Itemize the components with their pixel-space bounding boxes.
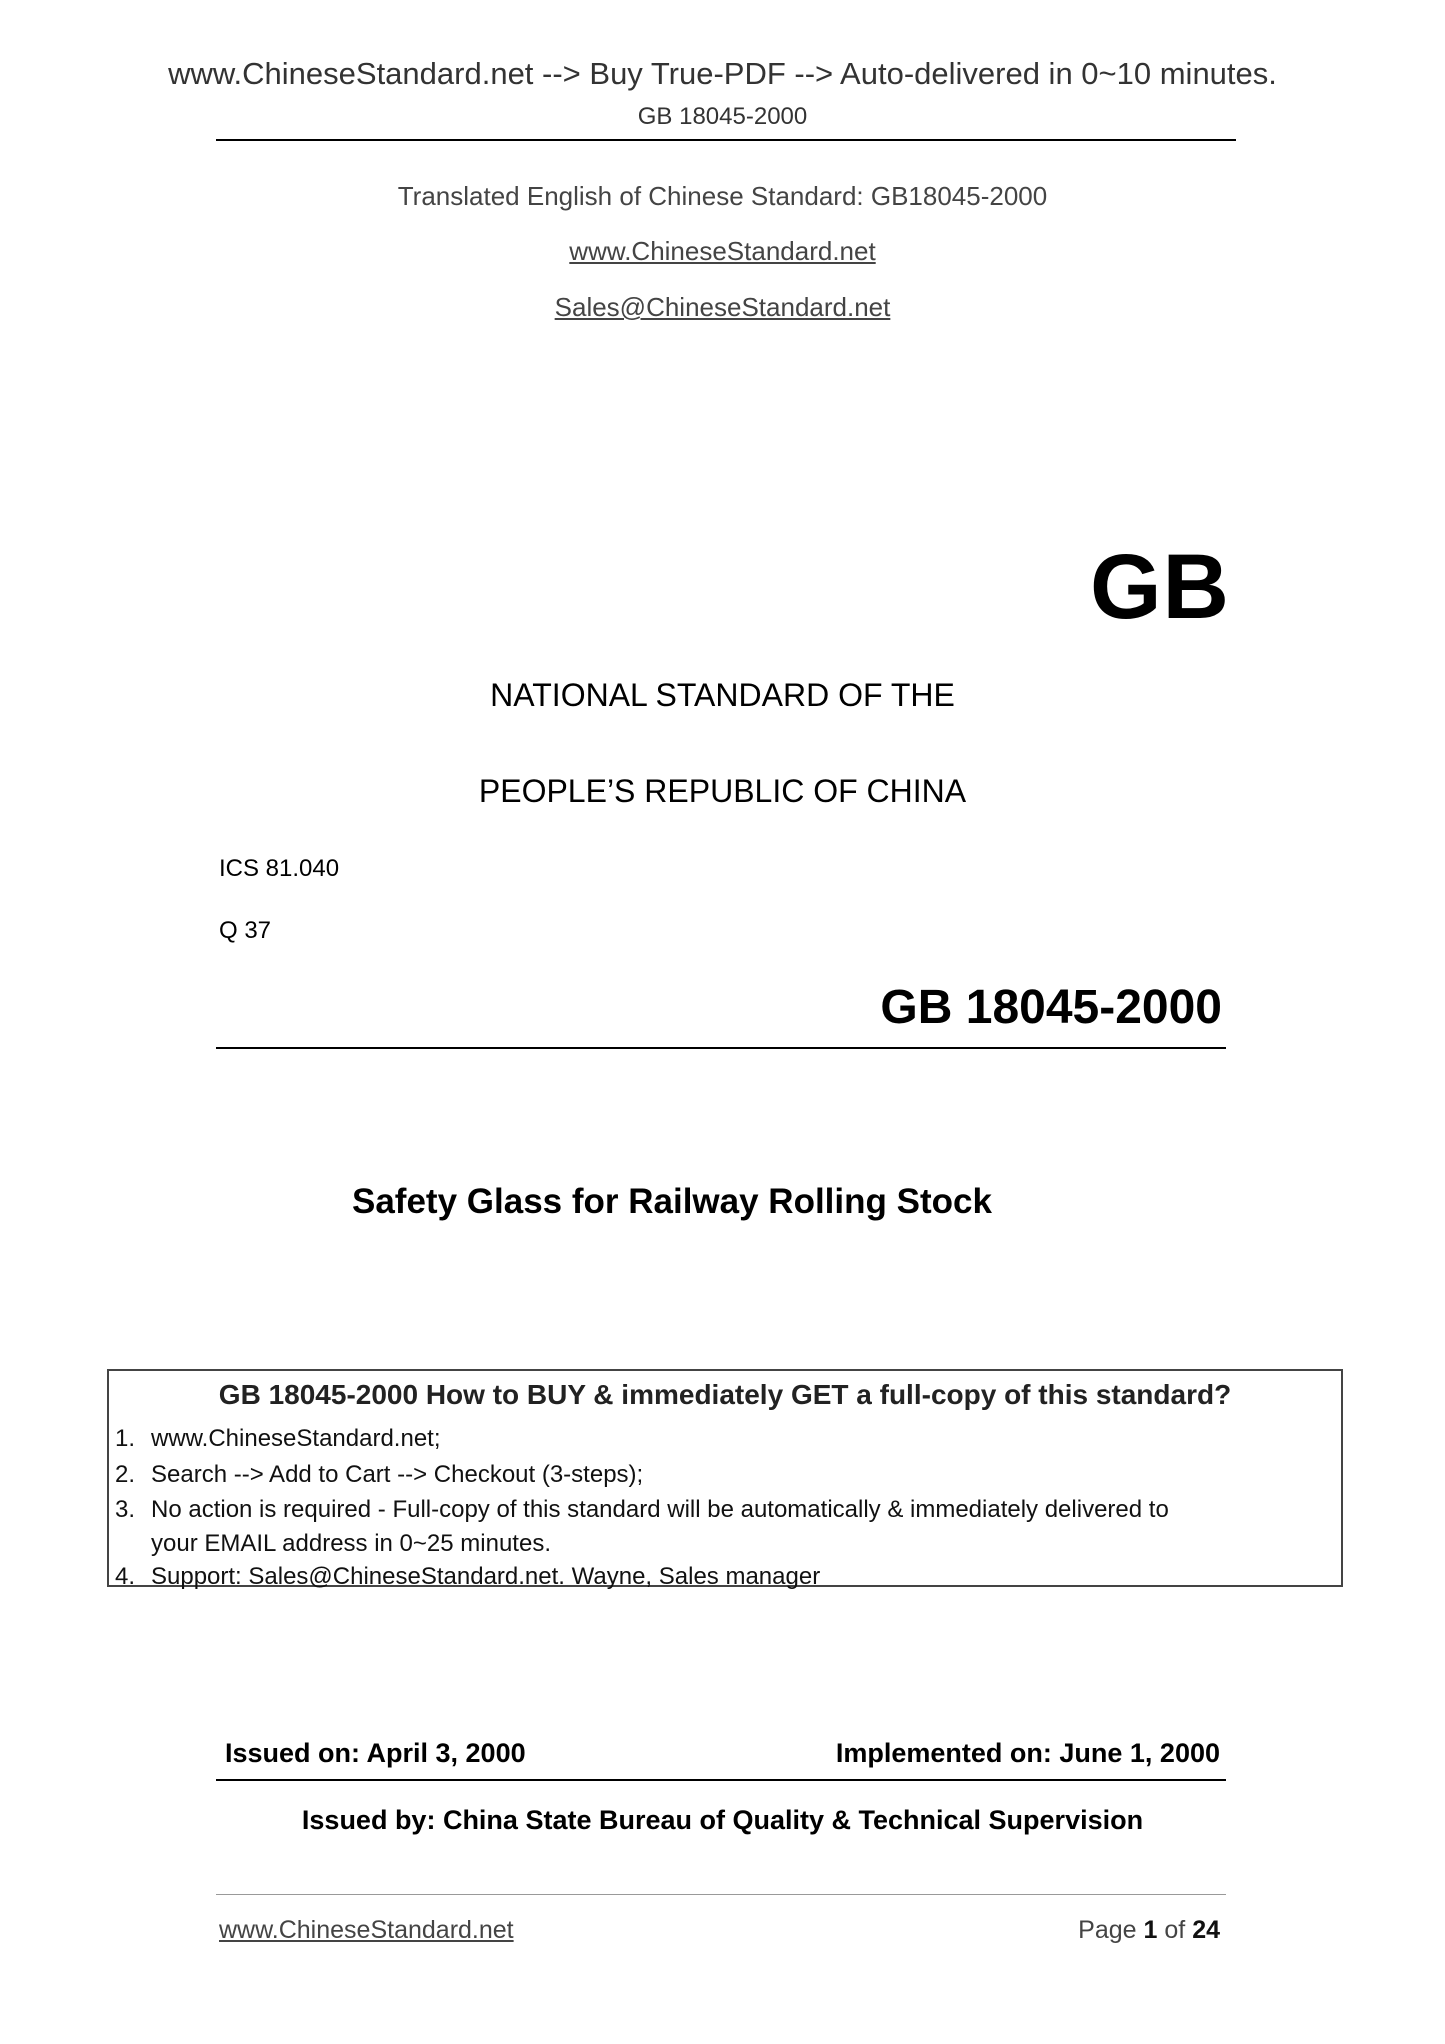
buy-step: [115, 1496, 1169, 1524]
buy-step-text: www.ChineseStandard.net;: [151, 1425, 441, 1452]
national-standard-line1: NATIONAL STANDARD OF THE: [490, 677, 955, 713]
footer-site-link[interactable]: www.ChineseStandard.net: [219, 1916, 514, 1944]
page-label: Page: [1078, 1916, 1137, 1944]
page-of-label: of: [1164, 1916, 1186, 1944]
translated-title: Translated English of Chinese Standard: GB18045-2000: [397, 181, 1048, 211]
site-link[interactable]: www.ChineseStandard.net: [569, 236, 876, 266]
footer-divider: [216, 1894, 1226, 1895]
buy-step-number: 4.: [115, 1563, 136, 1590]
buy-instructions-box: [107, 1369, 1343, 1590]
issuing-authority: Issued by: China State Bureau of Quality & Technical Supervision: [301, 1805, 1144, 1835]
buy-box-title: GB 18045-2000 How to BUY & immediately GET a full-copy of this standard?: [218, 1379, 1232, 1410]
gb-logo: GB: [1090, 536, 1230, 638]
buy-step-continuation: [151, 1530, 551, 1558]
page-number: [1078, 1916, 1220, 1945]
issue-divider: [216, 1779, 1226, 1781]
header-divider: [216, 139, 1236, 141]
issued-on-date: Issued on: April 3, 2000: [225, 1738, 526, 1768]
standard-number: GB 18045-2000: [880, 981, 1222, 1034]
standard-number-divider: [216, 1047, 1226, 1049]
buy-step-number: 1.: [115, 1425, 136, 1452]
buy-step-text: Support: Sales@ChineseStandard.net. Wayne, Sales manager: [151, 1563, 821, 1590]
national-standard-line2: PEOPLE’S REPUBLIC OF CHINA: [478, 773, 967, 809]
implemented-on-date: Implemented on: June 1, 2000: [835, 1738, 1220, 1768]
buy-step-text: your EMAIL address in 0~25 minutes.: [151, 1530, 551, 1557]
classification-code: Q 37: [219, 917, 272, 944]
page-total: 24: [1192, 1916, 1220, 1944]
sales-email-link[interactable]: Sales@ChineseStandard.net: [554, 292, 891, 322]
buy-step-number: 3.: [115, 1496, 136, 1523]
buy-step-number: 2.: [115, 1461, 136, 1488]
ics-code: ICS 81.040: [219, 855, 340, 882]
buy-step-text: No action is required - Full-copy of this standard will be automatically & immediately delivered to: [151, 1496, 1169, 1523]
buy-step: [115, 1425, 441, 1453]
standard-title: Safety Glass for Railway Rolling Stock: [352, 1182, 992, 1221]
page-current: 1: [1143, 1916, 1158, 1944]
buy-step: [115, 1461, 643, 1489]
buy-step-text: Search --> Add to Cart --> Checkout (3-steps);: [151, 1461, 644, 1488]
buy-step: [115, 1563, 820, 1591]
header-banner-text: www.ChineseStandard.net --> Buy True-PDF --> Auto-delivered in 0~10 minutes.: [168, 56, 1277, 91]
header-standard-code: GB 18045-2000: [637, 103, 808, 130]
